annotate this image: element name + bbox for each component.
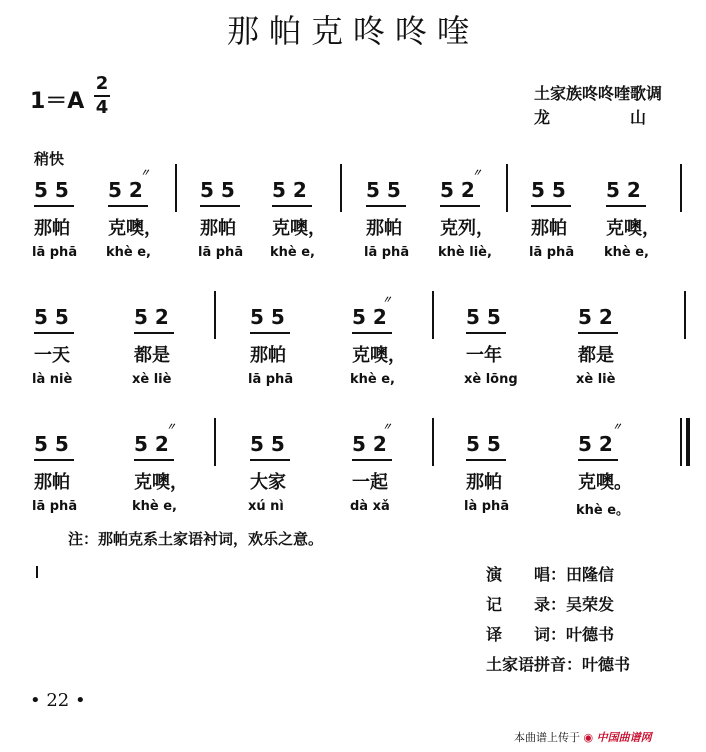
credit-row (486, 592, 614, 615)
barline (340, 164, 342, 212)
lyric-word: 那帕 (366, 218, 402, 239)
pinyin-word: khè liè, (438, 245, 492, 260)
pinyin-word: khè e, (132, 499, 177, 514)
lyric-word: 克噢， (352, 345, 406, 366)
note-group: 5 2 (134, 305, 169, 329)
watermark-text: 本曲谱上传于 (514, 731, 580, 744)
credit-row (486, 652, 630, 675)
pinyin-word: lā phā (198, 245, 244, 260)
time-signature-top: 2 (95, 73, 109, 94)
credit-value: 吴荣发 (566, 595, 615, 614)
pinyin-word: lā phā (529, 245, 575, 260)
lyric-word: 克噢， (272, 218, 326, 239)
lyric-word: 克噢。 (578, 472, 632, 493)
beam-line (108, 205, 148, 207)
barline (175, 164, 177, 212)
beam-line (34, 332, 74, 334)
note-group: 5 2 (578, 432, 613, 456)
pinyin-word: khè e, (604, 245, 649, 260)
beam-line (352, 459, 392, 461)
pinyin-word: dà xǎ (350, 499, 390, 514)
note-group: 5 5 (366, 178, 401, 202)
credit-value: 叶德书 (582, 655, 631, 674)
note-group: 5 2 (352, 305, 387, 329)
footnote: 注：那帕克系土家语衬词，欢乐之意。 (68, 530, 324, 548)
margin-mark (36, 566, 38, 578)
lyric-word: 一年 (466, 345, 502, 366)
beam-line (366, 205, 406, 207)
credit-row (486, 562, 614, 585)
lyric-word: 那帕 (34, 472, 70, 493)
note-group: 5 5 (466, 305, 501, 329)
lyric-word: 那帕 (531, 218, 567, 239)
credit-label: 译 词： (486, 625, 567, 644)
barline (214, 418, 216, 466)
note-group: 5 2 (578, 305, 613, 329)
barline (432, 291, 434, 339)
final-barline (680, 418, 682, 466)
credit-label: 演 唱： (486, 565, 567, 584)
pinyin-word: xè liè (576, 372, 616, 387)
key-signature: 1＝A (30, 89, 85, 114)
beam-line (250, 459, 290, 461)
pinyin-word: lā phā (32, 245, 78, 260)
ornament-mark: 〃 (140, 168, 150, 179)
lyric-word: 克噢， (134, 472, 188, 493)
beam-line (34, 459, 74, 461)
final-barline (686, 418, 690, 466)
beam-line (606, 205, 646, 207)
pinyin-word: lā phā (248, 372, 294, 387)
ornament-mark: 〃 (166, 422, 176, 433)
lyric-word: 都是 (578, 345, 614, 366)
pinyin-word: xè lōng (464, 372, 518, 387)
ornament-mark: 〃 (612, 422, 622, 433)
ornament-mark: 〃 (382, 422, 392, 433)
pinyin-word: xú nì (248, 499, 284, 514)
beam-line (531, 205, 571, 207)
watermark (514, 729, 652, 745)
tempo-marking: 稍快 (34, 150, 65, 168)
credit-row (486, 622, 614, 645)
note-group: 5 2 (440, 178, 475, 202)
time-signature (94, 74, 110, 118)
note-group: 5 5 (531, 178, 566, 202)
beam-line (352, 332, 392, 334)
pinyin-word: là niè (32, 372, 73, 387)
beam-line (134, 459, 174, 461)
note-group: 5 2 (352, 432, 387, 456)
lyric-word: 克列， (440, 218, 494, 239)
credit-label: 记 录： (486, 595, 567, 614)
beam-line (34, 205, 74, 207)
pinyin-word: lā phā (364, 245, 410, 260)
page-number: • 22 • (30, 690, 86, 711)
note-group: 5 5 (34, 305, 69, 329)
note-group: 5 5 (466, 432, 501, 456)
lyric-word: 克噢， (606, 218, 660, 239)
note-group: 5 2 (134, 432, 169, 456)
beam-line (200, 205, 240, 207)
note-group: 5 5 (250, 432, 285, 456)
lyric-word: 一天 (34, 345, 70, 366)
note-group: 5 5 (200, 178, 235, 202)
beam-line (250, 332, 290, 334)
watermark-logo-icon: ◉ (583, 731, 594, 744)
lyric-word: 克噢， (108, 218, 162, 239)
lyric-word: 那帕 (250, 345, 286, 366)
source-line-2: 龙 山 (534, 108, 647, 127)
time-signature-bottom: 4 (95, 97, 109, 118)
lyric-word: 都是 (134, 345, 170, 366)
song-source (534, 82, 662, 130)
note-group: 5 2 (272, 178, 307, 202)
lyric-word: 一起 (352, 472, 388, 493)
ornament-mark: 〃 (382, 295, 392, 306)
beam-line (466, 332, 506, 334)
note-group: 5 5 (34, 432, 69, 456)
barline (214, 291, 216, 339)
pinyin-word: lā phā (32, 499, 78, 514)
pinyin-word: khè e, (106, 245, 151, 260)
note-group: 5 5 (250, 305, 285, 329)
barline (680, 164, 682, 212)
lyric-word: 大家 (250, 472, 286, 493)
note-group: 5 2 (108, 178, 143, 202)
watermark-logo: 中国曲谱网 (596, 731, 652, 744)
note-group: 5 5 (34, 178, 69, 202)
pinyin-word: là phā (464, 499, 510, 514)
lyric-word: 那帕 (200, 218, 236, 239)
credit-value: 叶德书 (566, 625, 615, 644)
credit-label: 土家语拼音： (486, 655, 583, 674)
beam-line (578, 459, 618, 461)
song-title: 那帕克咚咚喹 (226, 12, 479, 50)
barline (432, 418, 434, 466)
ornament-mark: 〃 (472, 168, 482, 179)
beam-line (440, 205, 480, 207)
beam-line (134, 332, 174, 334)
pinyin-word: khè e, (270, 245, 315, 260)
pinyin-word: khè e。 (576, 503, 630, 518)
barline (684, 291, 686, 339)
note-group: 5 2 (606, 178, 641, 202)
pinyin-word: khè e, (350, 372, 395, 387)
beam-line (272, 205, 312, 207)
credit-value: 田隆信 (566, 565, 615, 584)
beam-line (578, 332, 618, 334)
source-line-1: 土家族咚咚喹歌调 (534, 84, 663, 103)
lyric-word: 那帕 (466, 472, 502, 493)
pinyin-word: xè liè (132, 372, 172, 387)
lyric-word: 那帕 (34, 218, 70, 239)
beam-line (466, 459, 506, 461)
barline (506, 164, 508, 212)
